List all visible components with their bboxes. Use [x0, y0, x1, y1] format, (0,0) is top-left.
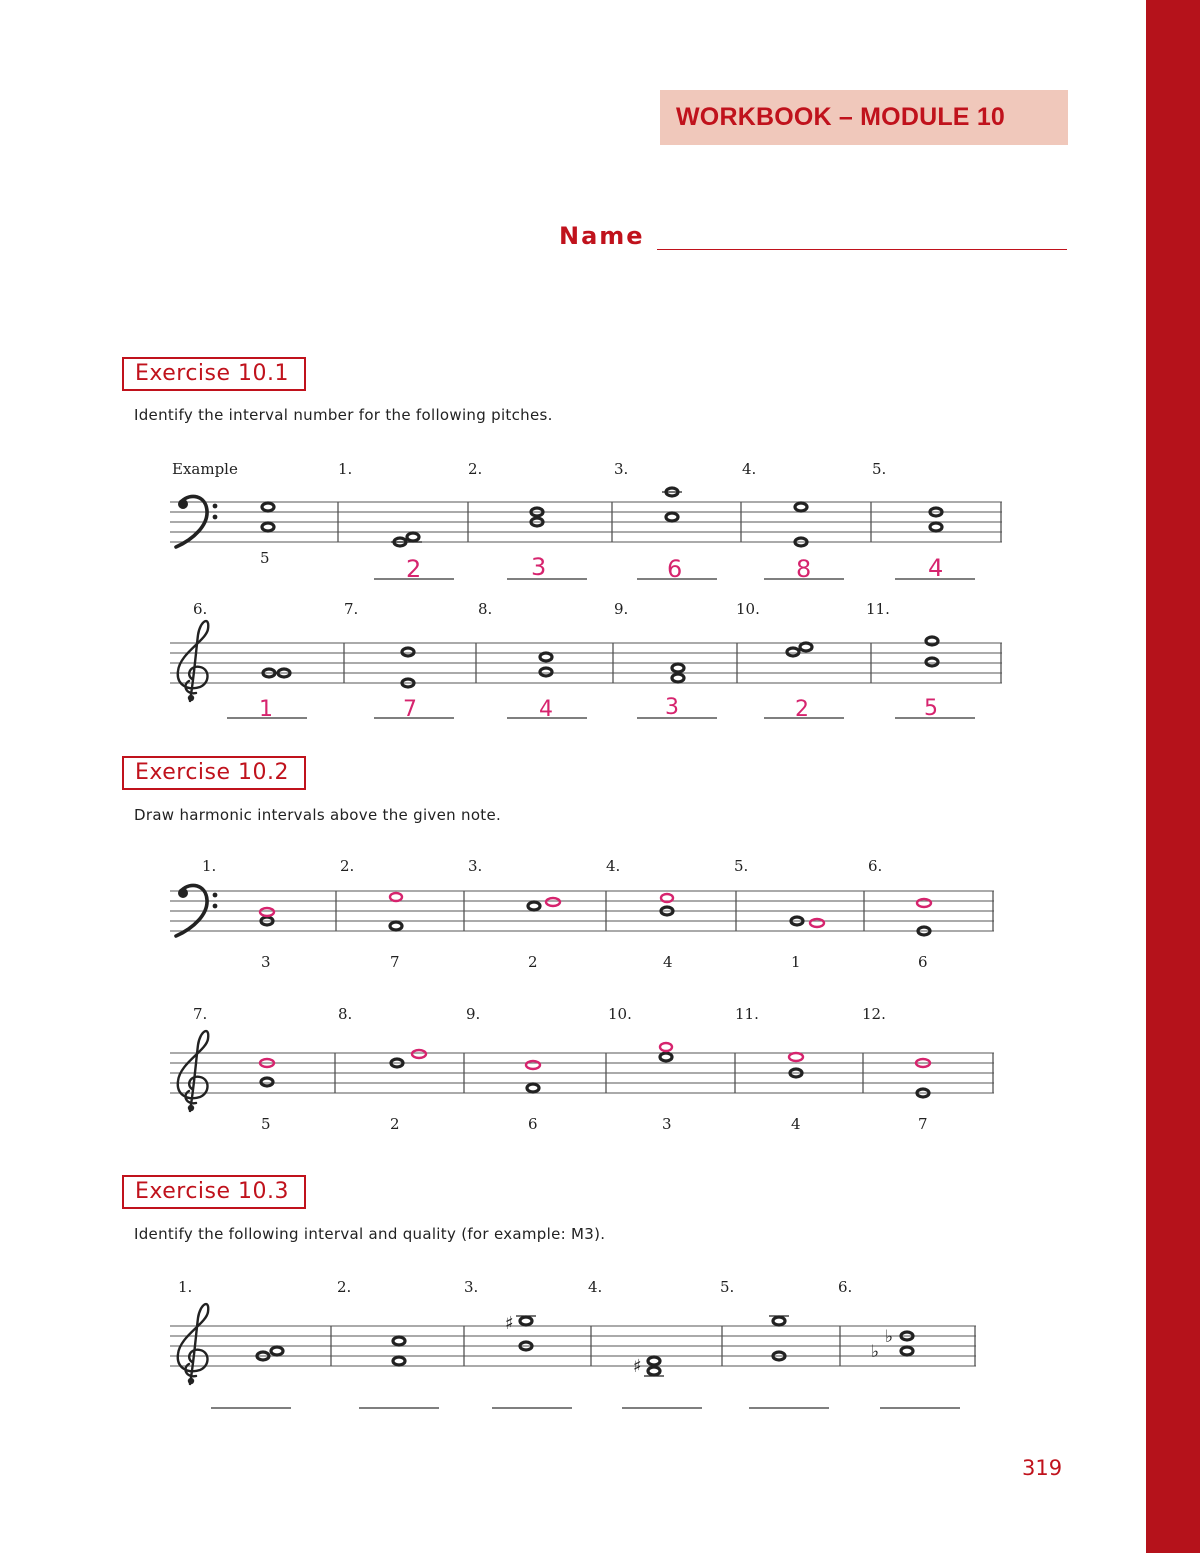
ex1-r1-label: 4.	[742, 460, 757, 478]
ex1-r1-label: 3.	[614, 460, 629, 478]
treble-clef-icon	[178, 1304, 208, 1384]
ex1-r1-label: 2.	[468, 460, 483, 478]
module-title: WORKBOOK – MODULE 10	[676, 103, 1006, 131]
sidebar-stripe	[1146, 0, 1200, 1553]
ex2-r1-label: 1.	[202, 857, 217, 875]
ex1-r2-label: 8.	[478, 600, 493, 618]
ex2-row1-staff	[170, 857, 994, 971]
name-label: Name	[559, 222, 645, 250]
handwritten-answer: 2	[795, 697, 809, 722]
handwritten-answer: 3	[531, 553, 547, 581]
ex2-interval: 5	[261, 1115, 271, 1133]
ex2-r1-label: 5.	[734, 857, 749, 875]
ex2-interval: 7	[918, 1115, 928, 1133]
ex2-r2-label: 9.	[466, 1005, 481, 1023]
ex2-r2-label: 12.	[862, 1005, 886, 1023]
ex3-row1-staff	[170, 1278, 976, 1408]
exercise-1-instruction: Identify the interval number for the following pitches.	[134, 406, 553, 424]
ex3-label: 1.	[178, 1278, 193, 1296]
ex2-r1-label: 2.	[340, 857, 355, 875]
ex1-r1-label: Example	[172, 460, 238, 478]
ex2-r2-label: 7.	[193, 1005, 208, 1023]
ex2-r2-label: 11.	[735, 1005, 759, 1023]
handwritten-answer: 8	[796, 555, 812, 583]
ex1-r2-label: 10.	[736, 600, 760, 618]
ex3-label: 3.	[464, 1278, 479, 1296]
sharp-icon: ♯	[505, 1313, 514, 1334]
page-number: 319	[1022, 1456, 1063, 1480]
ex1-r2-label: 11.	[866, 600, 890, 618]
ex1-row2-staff	[170, 600, 1002, 722]
ex2-interval: 4	[791, 1115, 801, 1133]
ex3-label: 4.	[588, 1278, 603, 1296]
handwritten-answer: 5	[924, 696, 938, 721]
flat-icon: ♭	[885, 1327, 894, 1347]
ex2-interval: 6	[918, 953, 928, 971]
ex2-r2-label: 8.	[338, 1005, 353, 1023]
ex2-interval: 6	[528, 1115, 538, 1133]
handwritten-answer: 1	[259, 697, 273, 722]
handwritten-answer: 7	[403, 697, 417, 722]
ex2-interval: 4	[663, 953, 673, 971]
ex2-row2-staff	[170, 1005, 994, 1133]
treble-clef-icon	[178, 621, 208, 701]
ex2-interval: 2	[390, 1115, 400, 1133]
exercise-1-title: Exercise 10.1	[122, 357, 306, 391]
ex2-interval: 3	[662, 1115, 672, 1133]
ex2-r1-label: 3.	[468, 857, 483, 875]
ex1-example-answer: 5	[260, 549, 270, 567]
ex1-r2-label: 9.	[614, 600, 629, 618]
flat-icon: ♭	[871, 1342, 880, 1362]
exercise-2-title: Exercise 10.2	[122, 756, 306, 790]
sharp-icon: ♯	[633, 1356, 642, 1377]
exercise-3-title: Exercise 10.3	[122, 1175, 306, 1209]
handwritten-answer: 2	[406, 555, 422, 583]
handwritten-answer: 3	[665, 695, 679, 720]
ex2-r1-label: 4.	[606, 857, 621, 875]
ex3-label: 5.	[720, 1278, 735, 1296]
treble-clef-icon	[178, 1031, 208, 1111]
ex2-interval: 2	[528, 953, 538, 971]
ex2-interval: 3	[261, 953, 271, 971]
handwritten-answer: 6	[667, 555, 683, 583]
handwritten-answer: 4	[539, 697, 553, 722]
ex2-interval: 7	[390, 953, 400, 971]
ex3-label: 2.	[337, 1278, 352, 1296]
ex1-r2-label: 7.	[344, 600, 359, 618]
ex2-r2-label: 10.	[608, 1005, 632, 1023]
ex2-interval: 1	[791, 953, 801, 971]
exercise-2-instruction: Draw harmonic intervals above the given note.	[134, 806, 502, 824]
ex1-row1-staff	[170, 460, 1002, 583]
ex1-r2-label: 6.	[193, 600, 208, 618]
ex3-label: 6.	[838, 1278, 853, 1296]
exercise-3-instruction: Identify the following interval and quality (for example: M3).	[134, 1225, 606, 1243]
ex2-r1-label: 6.	[868, 857, 883, 875]
handwritten-answer: 4	[928, 554, 944, 582]
ex1-r1-label: 5.	[872, 460, 887, 478]
ex1-r1-label: 1.	[338, 460, 353, 478]
